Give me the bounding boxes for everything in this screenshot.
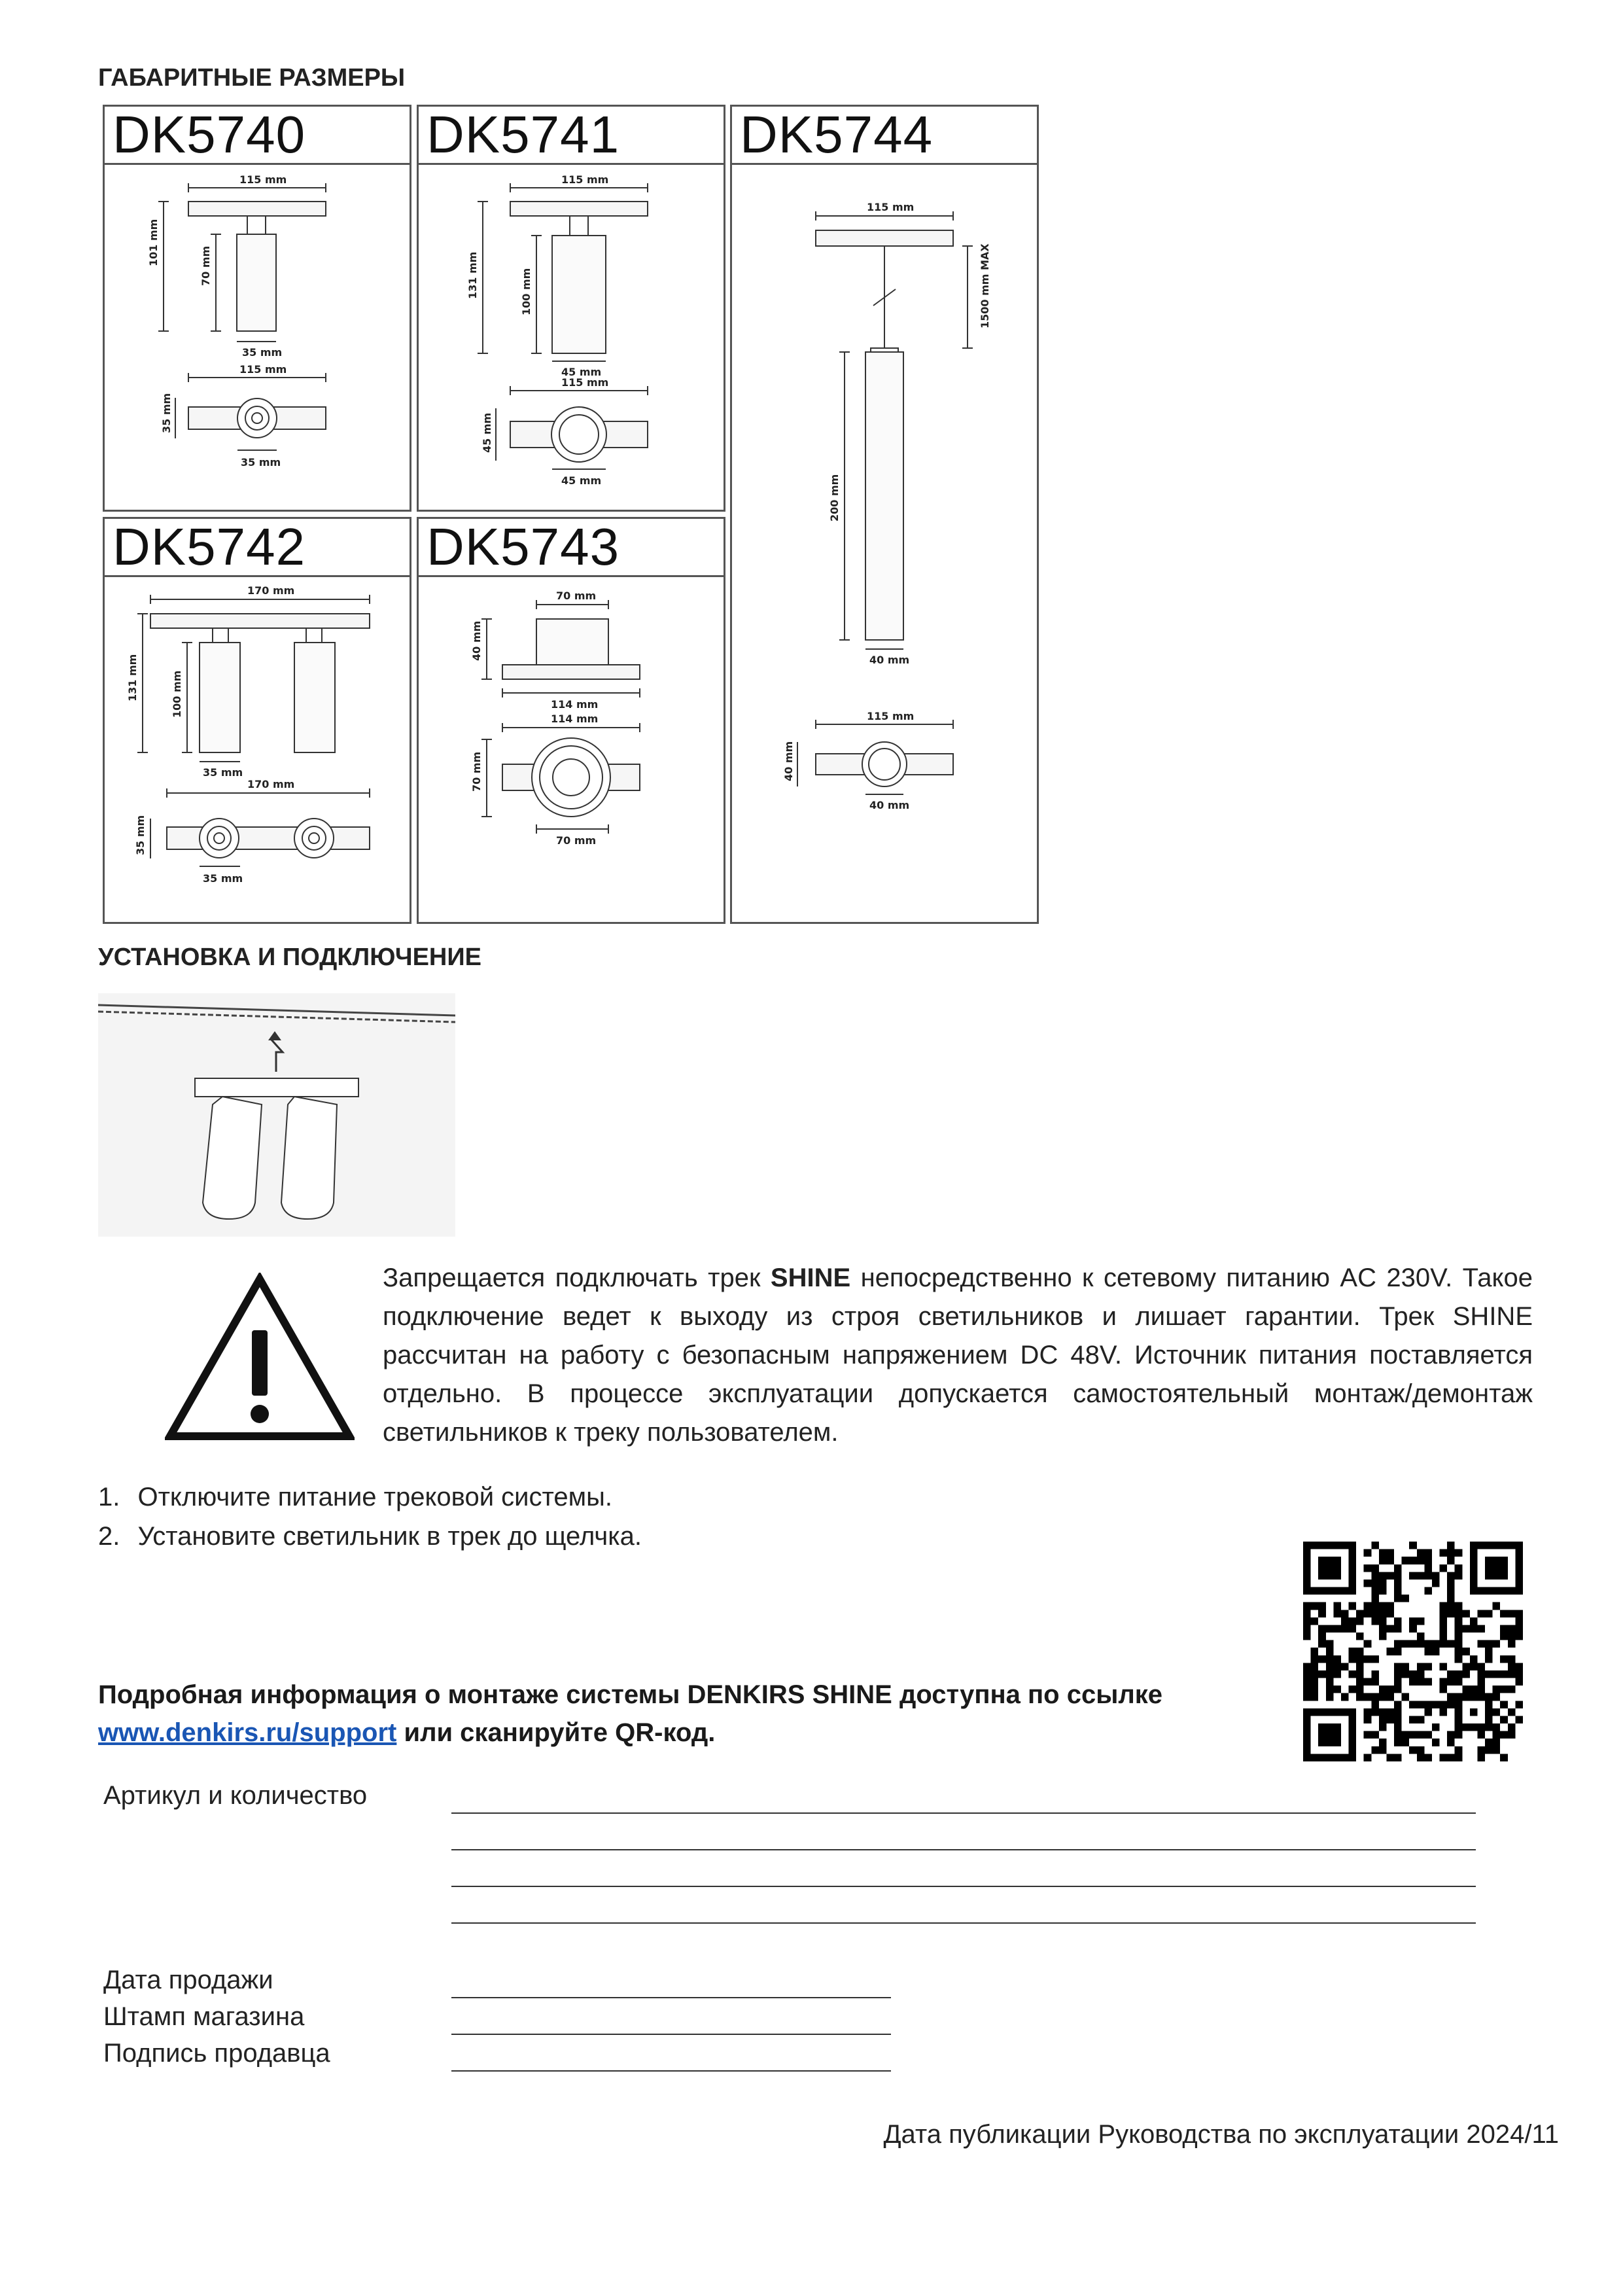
panel-dk5740 — [103, 105, 411, 512]
warning-text — [383, 1259, 1533, 1452]
panel-dk5743 — [417, 517, 725, 924]
dim-label: 131 mm — [466, 251, 479, 299]
panel-dk5744 — [730, 105, 1039, 924]
dim-label: 40 mm — [470, 620, 483, 661]
dimension-drawing — [419, 577, 724, 922]
warning-text-pre: Запрещается подключать трек — [383, 1263, 771, 1292]
info-line-2 — [98, 1718, 715, 1748]
dim-label: 70 mm — [200, 245, 212, 286]
panel-dk5742 — [103, 517, 411, 924]
signature-line[interactable] — [451, 2070, 891, 2072]
dim-label: 70 mm — [470, 751, 483, 792]
warning-text-bold: SHINE — [770, 1263, 851, 1292]
dimensions-title: ГАБАРИТНЫЕ РАЗМЕРЫ — [98, 64, 406, 92]
dim-label: 114 mm — [551, 698, 599, 711]
article-line[interactable] — [451, 1922, 1476, 1924]
dim-label: 115 mm — [867, 710, 915, 722]
info-line-1: Подробная информация о монтаже системы DENKIRS SHINE доступна по ссылке — [98, 1680, 1163, 1709]
list-text: Установите светильник в трек до щелчка. — [137, 1522, 642, 1551]
dim-label: 101 mm — [147, 219, 160, 266]
dim-label: 115 mm — [561, 376, 609, 389]
dim-label: 131 mm — [126, 654, 139, 701]
model-code: DK5740 — [105, 107, 410, 165]
dim-label: 70 mm — [556, 834, 597, 847]
publication-date: Дата публикации Руководства по эксплуатации 2024/11 — [883, 2120, 1559, 2149]
dim-label: 40 mm — [782, 741, 795, 781]
dimension-drawing — [419, 165, 724, 510]
signature-label: Подпись продавца — [103, 2039, 330, 2068]
dimension-drawing — [105, 165, 410, 510]
dimension-drawing — [732, 165, 1037, 922]
dim-label: 170 mm — [247, 778, 295, 790]
list-item — [98, 1522, 642, 1551]
dim-label: 115 mm — [561, 173, 609, 186]
dim-label: 100 mm — [520, 268, 532, 315]
dimension-drawing — [105, 577, 410, 922]
dim-label: 114 mm — [551, 713, 599, 725]
list-number: 2. — [98, 1522, 120, 1551]
list-text: Отключите питание трековой системы. — [137, 1483, 612, 1511]
installation-illustration — [98, 993, 455, 1237]
dim-label: 70 mm — [556, 590, 597, 602]
sale-date-line[interactable] — [451, 1997, 891, 1998]
dim-label: 115 mm — [239, 173, 287, 186]
dim-label: 35 mm — [242, 346, 283, 359]
dim-label: 45 mm — [481, 412, 493, 453]
dim-label: 40 mm — [869, 654, 910, 666]
dim-label: 35 mm — [203, 766, 243, 779]
dim-label: 35 mm — [160, 393, 173, 433]
article-label: Артикул и количество — [103, 1781, 368, 1810]
article-line[interactable] — [451, 1849, 1476, 1850]
warning-text-post: непосредственно к сетевому питанию AC 230V. Такое подключение ведет к выходу из строя светильников и лишает гарантии. Трек SHINE рассчитан на работу с безопасным напряжением DC 48V. Источник питания поставляется отдельно. В процессе эксплуатации допускается самостоятельный монтаж/демонтаж светильников к треку пользователем. — [383, 1263, 1533, 1447]
dim-label: 115 mm — [239, 363, 287, 376]
warning-icon — [165, 1273, 355, 1443]
dim-label: 40 mm — [869, 799, 910, 811]
model-code: DK5743 — [419, 519, 724, 577]
panel-dk5741 — [417, 105, 725, 512]
article-line[interactable] — [451, 1812, 1476, 1814]
dim-label: 45 mm — [561, 366, 602, 378]
dim-label: 100 mm — [171, 670, 183, 718]
dim-label: 35 mm — [203, 872, 243, 885]
install-title: УСТАНОВКА И ПОДКЛЮЧЕНИЕ — [98, 944, 482, 971]
list-item — [98, 1483, 612, 1512]
stamp-line[interactable] — [451, 2034, 891, 2035]
list-number: 1. — [98, 1483, 120, 1511]
stamp-label: Штамп магазина — [103, 2002, 305, 2031]
info-line-2-post: или сканируйте QR-код. — [396, 1718, 716, 1747]
model-code: DK5744 — [732, 107, 1037, 165]
model-code: DK5741 — [419, 107, 724, 165]
dim-label: 1500 mm MAX — [979, 243, 991, 328]
dim-label: 35 mm — [241, 456, 281, 468]
dim-label: 115 mm — [867, 201, 915, 213]
dim-label: 35 mm — [134, 815, 147, 855]
dim-label: 170 mm — [247, 584, 295, 597]
support-link[interactable]: www.denkirs.ru/support — [98, 1718, 397, 1747]
article-line[interactable] — [451, 1886, 1476, 1887]
sale-date-label: Дата продажи — [103, 1966, 273, 1994]
dim-label: 45 mm — [561, 474, 602, 487]
dim-label: 200 mm — [828, 474, 841, 521]
model-code: DK5742 — [105, 519, 410, 577]
qr-code[interactable] — [1303, 1542, 1523, 1761]
